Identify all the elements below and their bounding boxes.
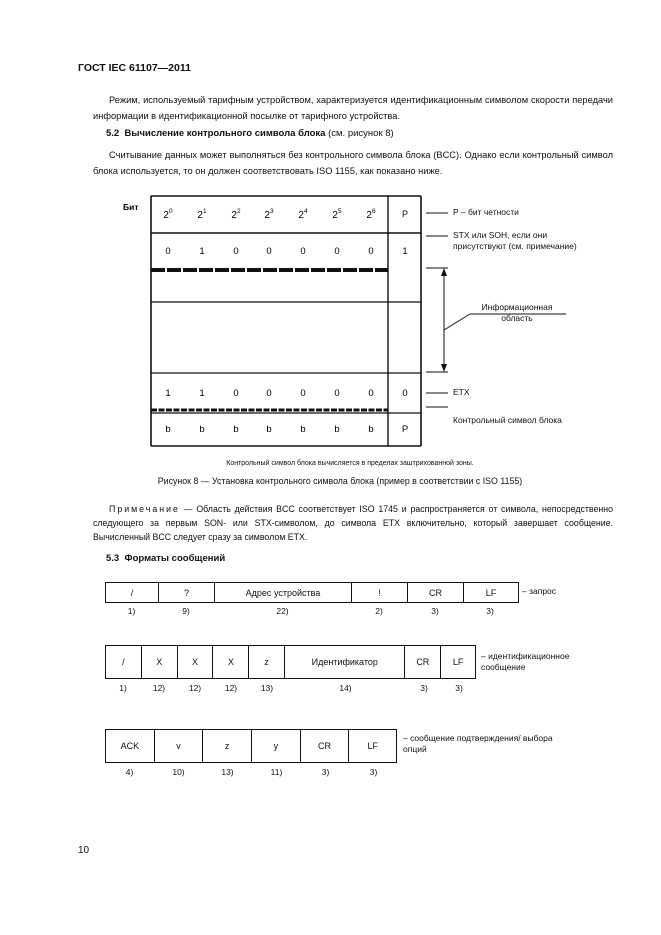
- etx-row-cell: 0: [368, 388, 374, 399]
- bit-header-5: $2^5$: [332, 208, 342, 221]
- page-number: 10: [78, 845, 90, 856]
- format-note: 4): [125, 767, 134, 777]
- format-cell: CR: [301, 730, 350, 762]
- etx-row-cell: 1: [199, 388, 205, 399]
- format-note: 13): [221, 767, 234, 777]
- section-5-3-heading: [106, 553, 225, 564]
- bcc-row-cell: b: [266, 424, 272, 435]
- format-cell: X: [178, 646, 214, 678]
- note-paragraph: [93, 502, 613, 544]
- row-etx-values: [165, 388, 407, 399]
- format-acknowledgement-label: – сообщение подтверждения/ выбора опций: [403, 733, 553, 754]
- stx-row-cell: 0: [233, 246, 239, 257]
- etx-row-cell: 1: [165, 388, 171, 399]
- paragraph-mode: Режим, используемый тарифным устройством, характеризуется идентификационным символом скорости передачи информации в идентификационной посылке от тарифного устройства.: [93, 95, 613, 121]
- format-cell: z: [203, 730, 252, 762]
- format-cell: /: [106, 583, 159, 602]
- label-stx: STX или SOH, если они присутствуют (см. примечание): [453, 230, 577, 251]
- format-cell: LF: [452, 657, 464, 667]
- format-note: 3): [369, 767, 378, 777]
- label-parity: P – бит четности: [453, 207, 519, 217]
- bcc-row-cell: b: [165, 424, 171, 435]
- format-note: 1): [127, 606, 136, 616]
- format-cell: X: [142, 646, 178, 678]
- format-request: [105, 582, 519, 603]
- bcc-row-cell: b: [233, 424, 239, 435]
- bit-header-3: $2^3$: [264, 208, 274, 221]
- format-identification: [105, 645, 476, 679]
- format-cell: LF: [367, 741, 378, 751]
- format-note: 1): [119, 683, 127, 693]
- info-arrow-down-icon: [441, 364, 447, 372]
- stx-row-cell: 1: [402, 246, 408, 257]
- figure-caption: Рисунок 8 — Установка контрольного символа блока (пример в соответствии с ISO 1155): [157, 476, 523, 486]
- bcc-row-cell: b: [199, 424, 205, 435]
- zone-note: Контрольный символ блока вычисляется в пределах заштрихованной зоны.: [226, 460, 474, 467]
- etx-row-cell: 0: [266, 388, 272, 399]
- stx-row-cell: 0: [334, 246, 340, 257]
- format-note: 22): [276, 606, 289, 616]
- row-stx-values: [165, 246, 407, 257]
- format-note: 3): [486, 606, 494, 616]
- format-note: 13): [260, 683, 274, 693]
- section-title: Вычисление контрольного символа блока: [124, 128, 326, 139]
- section-number: 5.3: [106, 553, 120, 564]
- format-identification-label: – идентификационное сообщение: [481, 651, 570, 672]
- section-number: 5.2: [106, 128, 120, 139]
- bit-header-0: $2^0$: [163, 208, 173, 221]
- format-cell: Идентификатор: [285, 646, 405, 678]
- bcc-row-cell: P: [401, 424, 409, 435]
- format-cell: Адрес устройства: [215, 583, 352, 602]
- format-note: 3): [455, 683, 463, 693]
- format-cell: y: [252, 730, 301, 762]
- section-ref: (см. рисунок 8): [328, 128, 394, 139]
- format-note: 14): [339, 683, 352, 693]
- bcc-row-cell: b: [334, 424, 340, 435]
- format-cell: z: [249, 646, 285, 678]
- format-note: 3): [431, 606, 439, 616]
- document-header: ГОСТ IEC 61107—2011: [78, 62, 191, 74]
- stx-row-cell: 0: [368, 246, 374, 257]
- etx-row-cell: 0: [334, 388, 340, 399]
- stx-row-cell: 1: [199, 246, 205, 257]
- bit-label: Бит: [123, 202, 139, 212]
- info-pointer: [444, 314, 470, 330]
- format-identification-notes: [105, 683, 476, 693]
- bit-header-4: $2^4$: [298, 208, 308, 221]
- stx-row-cell: 0: [266, 246, 272, 257]
- format-cell: CR: [408, 583, 464, 602]
- section-title: Форматы сообщений: [124, 553, 226, 564]
- format-cell: ACK: [106, 730, 155, 762]
- format-cell: /: [106, 646, 142, 678]
- format-note: 3): [420, 683, 428, 693]
- label-bcc: Контрольный символ блока: [453, 415, 562, 425]
- format-note: 12): [152, 683, 166, 693]
- format-cell: ?: [159, 583, 215, 602]
- format-acknowledgement-notes: [105, 767, 397, 777]
- bit-header-6: $2^6$: [366, 208, 376, 221]
- format-cell: CR: [405, 646, 441, 678]
- format-cell: LF: [485, 587, 497, 598]
- paragraph-bcc: Считывание данных может выполняться без контрольного символа блока (BCC). Однако если контрольный символ блока используется, то он должен соответствовать ISO 1155, как показано ниже.: [93, 150, 613, 176]
- bit-headers: [163, 208, 376, 221]
- format-acknowledgement: [105, 729, 397, 763]
- format-note: 2): [375, 606, 383, 616]
- bcc-row-cell: b: [300, 424, 306, 435]
- label-info: Информационная область: [481, 302, 553, 323]
- etx-row-cell: 0: [402, 388, 408, 399]
- format-note: 9): [182, 606, 190, 616]
- stx-row-cell: 0: [300, 246, 306, 257]
- note-text: — Область действия BCC соответствует ISO 1745 и распространяется от символа, непосредственно следующего за первым SON- или STX-символом, до символа ETX включительно, который завершает сообщение. Вычисленный BCC следует сразу за символом ETX.: [93, 504, 613, 542]
- bcc-row-cell: b: [368, 424, 374, 435]
- stx-row-cell: 0: [165, 246, 171, 257]
- format-note: 3): [321, 767, 330, 777]
- format-cell: !: [352, 583, 408, 602]
- bit-header-2: $2^2$: [231, 208, 241, 221]
- format-note: 12): [188, 683, 202, 693]
- label-etx: ETX: [453, 387, 470, 397]
- format-note: 10): [172, 767, 185, 777]
- format-cell: v: [155, 730, 204, 762]
- note-label: Примечание: [109, 504, 180, 514]
- etx-row-cell: 0: [300, 388, 306, 399]
- parity-header: P: [401, 209, 409, 219]
- format-cell: X: [213, 646, 249, 678]
- etx-row-cell: 0: [233, 388, 239, 399]
- format-note: 11): [270, 767, 283, 777]
- format-note: 12): [224, 683, 238, 693]
- info-arrow-up-icon: [441, 268, 447, 276]
- row-bcc-values: [165, 424, 408, 435]
- format-request-label: – запрос: [522, 586, 557, 596]
- bit-header-1: $2^1$: [197, 208, 207, 221]
- format-request-notes: [105, 606, 517, 616]
